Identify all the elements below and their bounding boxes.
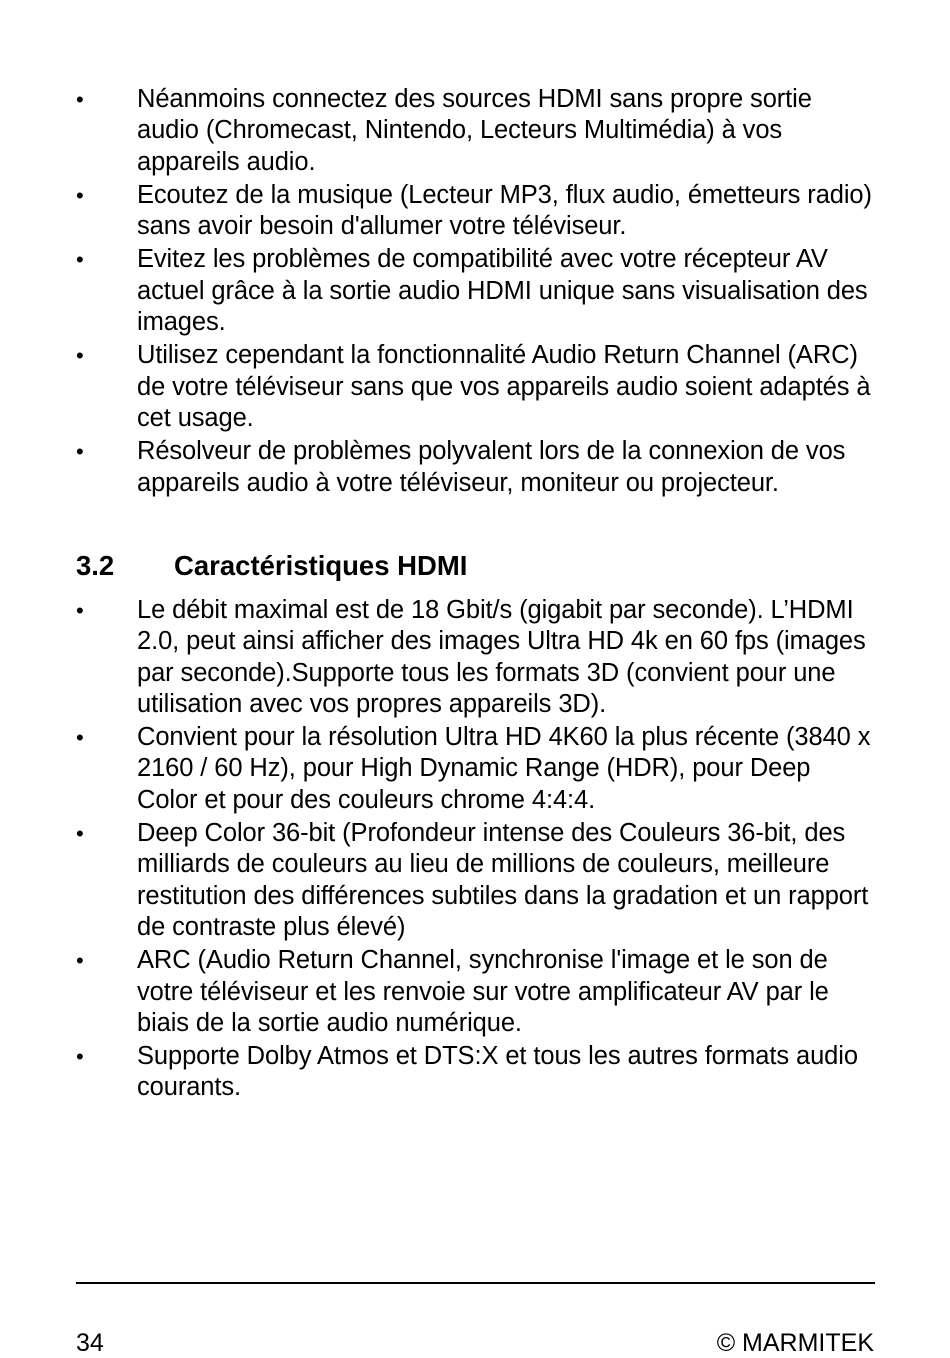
list-item xyxy=(76,84,876,178)
bullet-icon: • xyxy=(76,725,84,751)
list-item-text: Utilisez cependant la fonctionnalité Audio Return Channel (ARC) de votre téléviseur sans que vos appareils audio soient adaptés à cet usage. xyxy=(137,341,871,432)
bullet-icon: • xyxy=(76,247,84,273)
bullet-icon: • xyxy=(76,948,84,974)
bullet-icon: • xyxy=(76,87,84,112)
bullet-icon: • xyxy=(76,821,84,847)
bullet-icon: • xyxy=(76,343,84,369)
list-item-text: Deep Color 36-bit (Profondeur intense des Couleurs 36-bit, des milliards de couleurs au lieu de millions de couleurs, meilleure restitution des différences subtiles dans la gradation et un rapport de contraste plus élevé) xyxy=(137,819,869,941)
list-item xyxy=(76,340,876,434)
section-number: 3.2 xyxy=(76,550,115,581)
bullet-icon: • xyxy=(76,439,84,465)
list-item-text: Le débit maximal est de 18 Gbit/s (gigabit par seconde). L’HDMI 2.0, peut ainsi afficher des images Ultra HD 4k en 60 fps (images par seconde).Supporte tous les formats 3D (convient pour une utilisation avec vos propres appareils 3D). xyxy=(137,596,866,718)
list-item-text: Convient pour la résolution Ultra HD 4K60 la plus récente (3840 x 2160 / 60 Hz), pour High Dynamic Range (HDR), pour Deep Color et pour des couleurs chrome 4:4:4. xyxy=(137,723,871,814)
list-item-text: ARC (Audio Return Channel, synchronise l'image et le son de votre téléviseur et les renvoie sur votre amplificateur AV par le biais de la sortie audio numérique. xyxy=(137,946,829,1037)
intro-bullet-list xyxy=(76,84,876,501)
copyright-notice: © MARMITEK xyxy=(716,1329,874,1357)
list-item xyxy=(76,945,876,1039)
features-bullet-list xyxy=(76,595,876,1106)
list-item xyxy=(76,180,876,243)
section-heading xyxy=(76,546,467,586)
list-item-text: Résolveur de problèmes polyvalent lors de la connexion de vos appareils audio à votre téléviseur, moniteur ou projecteur. xyxy=(137,437,846,497)
list-item xyxy=(76,595,876,720)
section-title: Caractéristiques HDMI xyxy=(174,550,468,581)
bullet-icon: • xyxy=(76,598,84,623)
list-item xyxy=(76,436,876,499)
bullet-icon: • xyxy=(76,182,84,208)
list-item xyxy=(76,244,876,338)
list-item xyxy=(76,1041,876,1104)
list-item-text: Evitez les problèmes de compatibilité avec votre récepteur AV actuel grâce à la sortie audio HDMI unique sans visualisation des images. xyxy=(137,245,868,337)
list-item xyxy=(76,722,876,816)
list-item-text: Néanmoins connectez des sources HDMI sans propre sortie audio (Chromecast, Nintendo, Lecteurs Multimédia) à vos appareils audio. xyxy=(137,85,812,176)
list-item xyxy=(76,818,876,943)
list-item-text: Supporte Dolby Atmos et DTS:X et tous les autres formats audio courants. xyxy=(137,1042,858,1102)
page-number: 34 xyxy=(76,1329,104,1357)
bullet-icon: • xyxy=(76,1044,84,1070)
list-item-text: Ecoutez de la musique (Lecteur MP3, flux audio, émetteurs radio) sans avoir besoin d'allumer votre téléviseur. xyxy=(137,180,872,241)
footer-divider xyxy=(76,1282,875,1284)
